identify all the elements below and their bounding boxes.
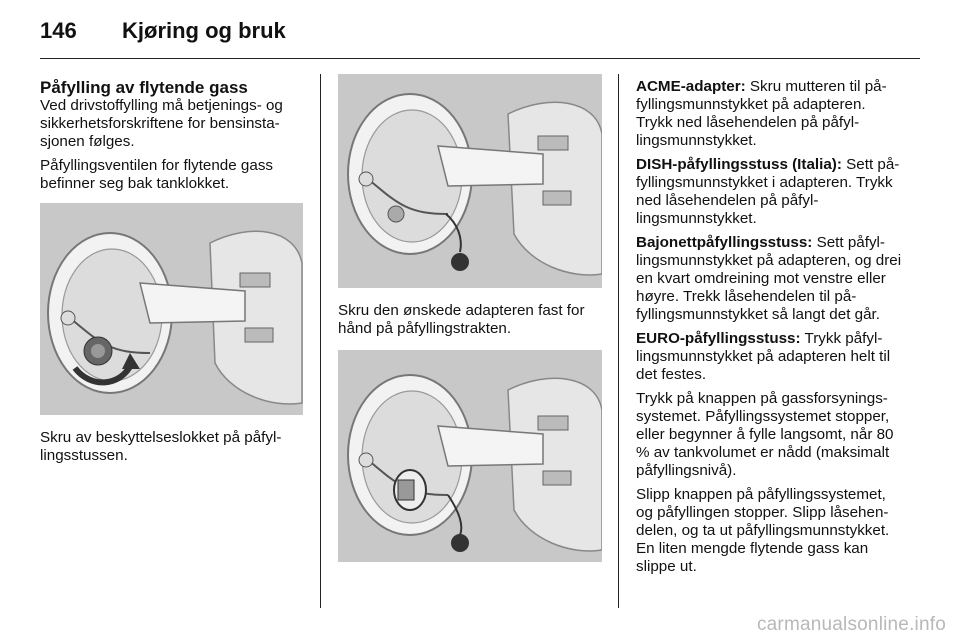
- text-euro: Trykk påfyllingsmunnstykket på adapteren helt til det festes.: [636, 330, 891, 383]
- header-rule: [40, 58, 920, 59]
- column-2: [338, 74, 602, 576]
- term-bayonet: Bajonettpåfyllingsstuss:: [636, 234, 813, 251]
- watermark: carmanualsonline.info: [756, 614, 946, 635]
- illustration-adapter-cap: [338, 74, 602, 288]
- text-acme: Skru mutteren til påfyllingsmunnstykket på adapteren. Trykk ned låsehendelen på påfyllingsmunnstykket.: [636, 78, 887, 149]
- illustration-remove-cap: [40, 203, 303, 415]
- paragraph-euro: [636, 330, 904, 384]
- caption-remove-cap: Skru av beskyttelseslokket på påfyllingsstussen.: [40, 429, 282, 464]
- paragraph-safety: Ved drivstoffylling må betjenings- og sikkerhetsforskriftene for bensinstasjonen følges.: [40, 97, 283, 150]
- term-acme: ACME-adapter:: [636, 78, 746, 95]
- paragraph-release-button: Slipp knappen på påfyllingssystemet, og påfyllingen stopper. Slipp låsehendelen, og ta ut påfyllingsmunnstykket. En liten mengde flytende gass kan slippe ut.: [636, 486, 890, 575]
- column-3: [636, 78, 904, 582]
- paragraph-acme: [636, 78, 904, 150]
- term-dish: DISH-påfyllingsstuss (Italia):: [636, 156, 842, 173]
- caption-screw-adapter: Skru den ønskede adapteren fast for hånd på påfyllingstrakten.: [338, 302, 585, 337]
- paragraph-press-button: Trykk på knappen på gassforsyningssystemet. Påfyllingssystemet stopper, eller begynner å fylle langsomt, når 80 % av tankvolumet er nådd (maksimalt påfyllingsnivå).: [636, 390, 894, 479]
- paragraph-bayonet: [636, 234, 904, 324]
- page-header: [40, 18, 920, 60]
- section-title: Påfylling av flytende gass: [40, 78, 248, 97]
- term-euro: EURO-påfyllingsstuss:: [636, 330, 801, 347]
- page-number: 146: [40, 18, 77, 43]
- column-divider-2: [618, 74, 619, 608]
- paragraph-dish: [636, 156, 904, 228]
- column-divider-1: [320, 74, 321, 608]
- text-bayonet: Sett påfyllingsmunnstykket på adapteren, og drei en kvart omdreining mot venstre eller høyre. Trekk låsehendelen til påfyllingsmunnstykket så langt det går.: [636, 234, 902, 323]
- illustration-adapter-fitted: [338, 350, 602, 562]
- chapter-title: Kjøring og bruk: [122, 18, 286, 43]
- paragraph-valve-location: Påfyllingsventilen for flytende gass befinner seg bak tanklokket.: [40, 157, 274, 192]
- text-dish: Sett påfyllingsmunnstykket i adapteren. Trykk ned låsehendelen på påfyllingsmunnstykket.: [636, 156, 900, 227]
- column-1: [40, 78, 303, 471]
